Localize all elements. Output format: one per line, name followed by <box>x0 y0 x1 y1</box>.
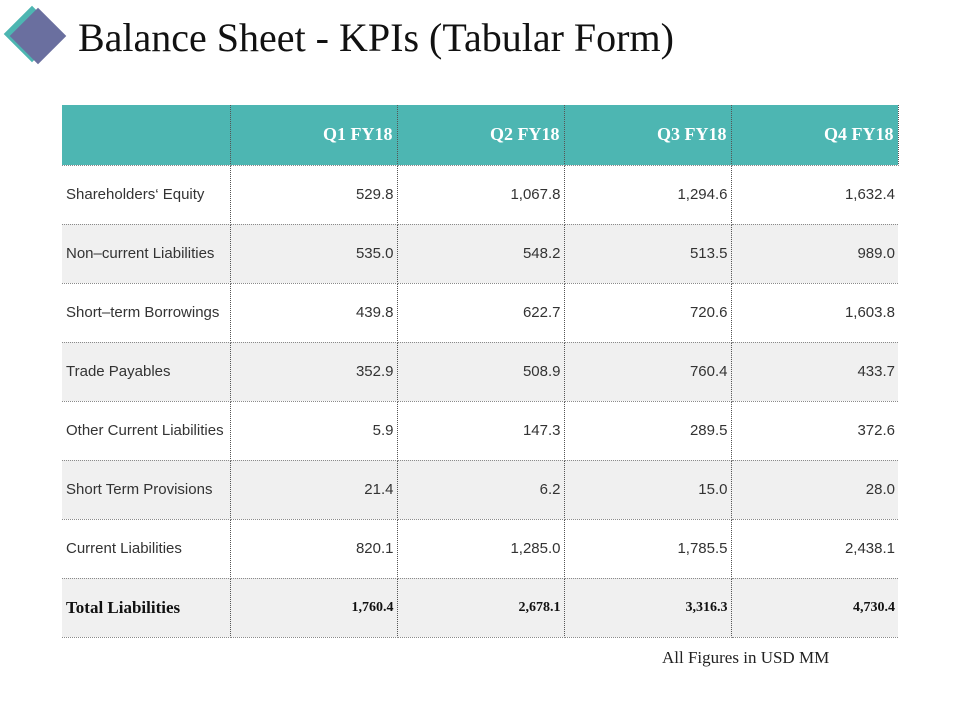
cell-value: 5.9 <box>230 401 397 460</box>
total-label: Total Liabilities <box>62 578 230 637</box>
cell-value: 433.7 <box>731 342 898 401</box>
cell-value: 989.0 <box>731 224 898 283</box>
cell-value: 372.6 <box>731 401 898 460</box>
cell-value: 1,285.0 <box>397 519 564 578</box>
cell-value: 1,067.8 <box>397 165 564 224</box>
column-header-q2: Q2 FY18 <box>397 105 564 165</box>
cell-value: 529.8 <box>230 165 397 224</box>
cell-value: 513.5 <box>564 224 731 283</box>
cell-value: 760.4 <box>564 342 731 401</box>
row-label: Other Current Liabilities <box>62 401 230 460</box>
cell-value: 15.0 <box>564 460 731 519</box>
cell-value: 2,438.1 <box>731 519 898 578</box>
cell-value: 508.9 <box>397 342 564 401</box>
row-label: Shareholders‘ Equity <box>62 165 230 224</box>
table-row <box>62 401 898 460</box>
footnote: All Figures in USD MM <box>662 648 830 667</box>
row-label: Trade Payables <box>62 342 230 401</box>
cell-value: 289.5 <box>564 401 731 460</box>
cell-value: 439.8 <box>230 283 397 342</box>
cell-value: 1,632.4 <box>731 165 898 224</box>
table-row <box>62 519 898 578</box>
table-row <box>62 342 898 401</box>
page-title: Balance Sheet - KPIs (Tabular Form) <box>78 15 674 60</box>
cell-value: 1,785.5 <box>564 519 731 578</box>
column-header-empty <box>62 105 230 165</box>
cell-value: 28.0 <box>731 460 898 519</box>
total-value: 4,730.4 <box>731 578 898 637</box>
cell-value: 147.3 <box>397 401 564 460</box>
cell-value: 21.4 <box>230 460 397 519</box>
total-value: 1,760.4 <box>230 578 397 637</box>
cell-value: 352.9 <box>230 342 397 401</box>
total-value: 2,678.1 <box>397 578 564 637</box>
table-row <box>62 283 898 342</box>
cell-value: 1,294.6 <box>564 165 731 224</box>
cell-value: 820.1 <box>230 519 397 578</box>
table-row <box>62 165 898 224</box>
diamond-front-icon <box>10 8 67 65</box>
row-label: Current Liabilities <box>62 519 230 578</box>
row-label: Short Term Provisions <box>62 460 230 519</box>
row-label: Short–term Borrowings <box>62 283 230 342</box>
total-value: 3,316.3 <box>564 578 731 637</box>
kpi-table <box>62 105 899 638</box>
column-header-q1: Q1 FY18 <box>230 105 397 165</box>
table-row <box>62 224 898 283</box>
row-label: Non–current Liabilities <box>62 224 230 283</box>
cell-value: 720.6 <box>564 283 731 342</box>
cell-value: 548.2 <box>397 224 564 283</box>
column-header-q3: Q3 FY18 <box>564 105 731 165</box>
cell-value: 535.0 <box>230 224 397 283</box>
cell-value: 6.2 <box>397 460 564 519</box>
column-header-q4: Q4 FY18 <box>731 105 898 165</box>
cell-value: 1,603.8 <box>731 283 898 342</box>
table-row <box>62 460 898 519</box>
cell-value: 622.7 <box>397 283 564 342</box>
logo-diamond-icon <box>4 6 64 66</box>
table-header-row <box>62 105 898 165</box>
total-row <box>62 578 898 637</box>
